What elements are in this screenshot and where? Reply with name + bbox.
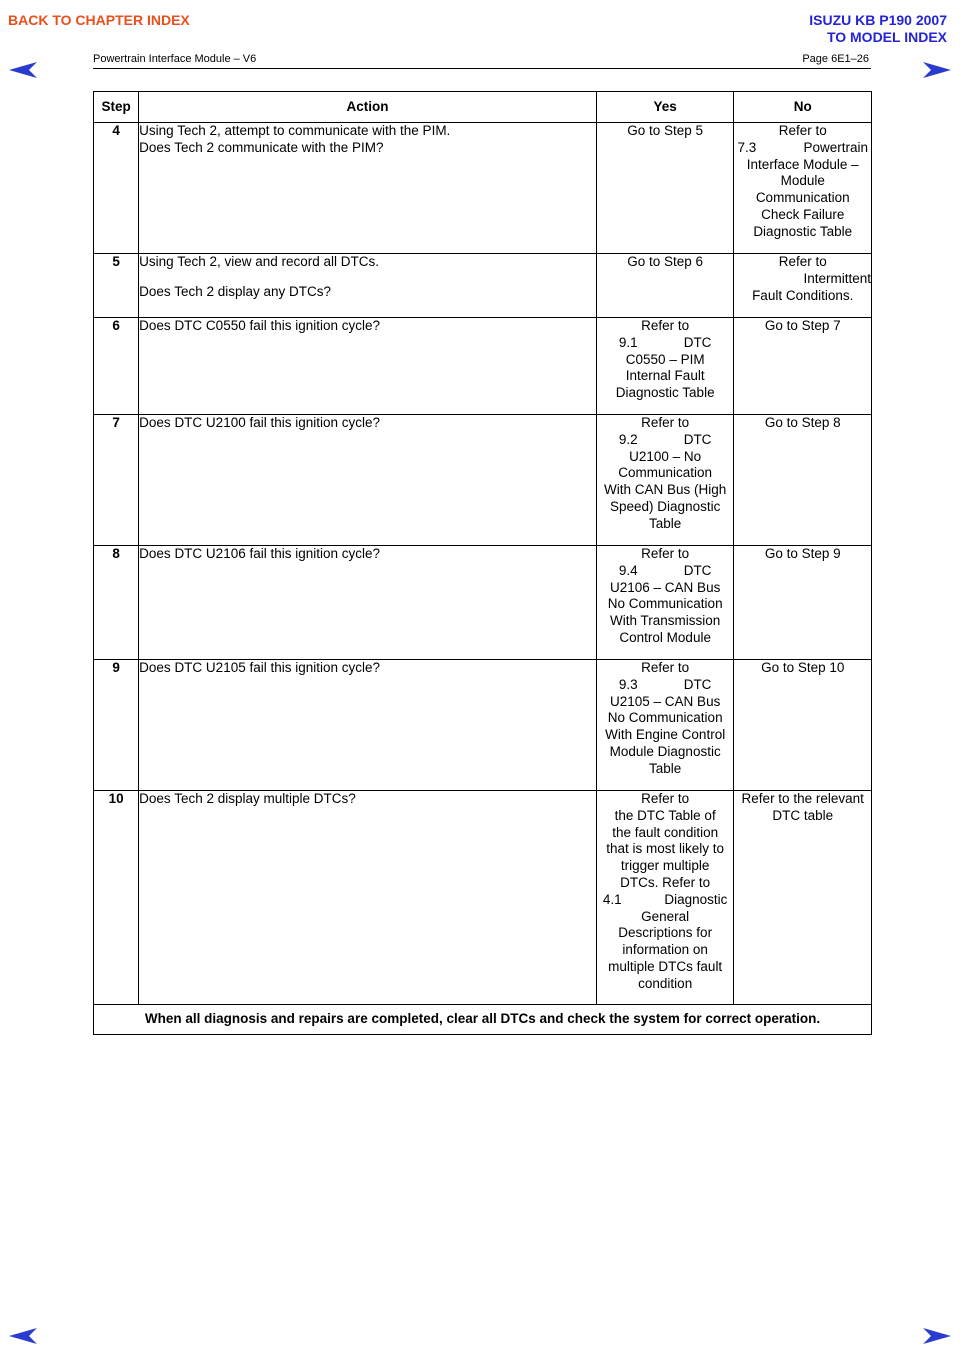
- no-line: Communication: [755, 190, 850, 206]
- yes-line: 9.2 DTC: [618, 431, 712, 447]
- yes-line: Refer to: [641, 546, 690, 561]
- yes-cell: [596, 791, 734, 1005]
- no-cell: [734, 415, 872, 546]
- yes-line: No Communication: [607, 596, 723, 612]
- step-number: 10: [94, 791, 139, 1005]
- yes-line: With CAN Bus (High: [604, 482, 727, 498]
- arrow-left-icon[interactable]: [8, 60, 38, 80]
- action-question: Does Tech 2 communicate with the PIM?: [139, 139, 384, 155]
- yes-line: 9.4 DTC: [618, 562, 712, 578]
- yes-line: Refer to: [641, 660, 690, 675]
- yes-line: condition: [638, 975, 693, 991]
- completion-note: When all diagnosis and repairs are completed, clear all DTCs and check the system for correct operation.: [94, 1005, 872, 1035]
- table-row: [94, 791, 872, 1005]
- arrow-right-icon[interactable]: [922, 60, 952, 80]
- yes-line: Internal Fault: [625, 368, 705, 384]
- yes-cell: [596, 318, 734, 415]
- no-result: Go to Step 9: [764, 546, 841, 561]
- yes-line: the fault condition: [612, 824, 719, 840]
- arrow-left-icon[interactable]: [8, 1326, 38, 1346]
- action-text: Does Tech 2 display multiple DTCs?: [139, 791, 356, 806]
- yes-line: With Transmission: [610, 613, 721, 629]
- no-line: Check Failure: [761, 206, 845, 222]
- yes-line: Diagnostic Table: [615, 385, 715, 401]
- step-number: 5: [94, 254, 139, 318]
- action-text: Using Tech 2, attempt to communicate with the PIM.: [139, 123, 451, 138]
- step-number: 8: [94, 546, 139, 660]
- yes-line: With Engine Control: [605, 727, 726, 743]
- table-header-row: [94, 92, 872, 123]
- diagnostic-table: [93, 91, 872, 1035]
- no-cell: [734, 123, 872, 254]
- page-number: Page 6E1–26: [802, 53, 869, 65]
- yes-cell: [596, 123, 734, 254]
- no-cell: [734, 254, 872, 318]
- action-cell: [139, 415, 597, 546]
- yes-line: Table: [649, 760, 682, 776]
- no-result: Go to Step 8: [764, 415, 841, 430]
- no-cell: [734, 546, 872, 660]
- no-line: Refer to: [778, 254, 827, 269]
- yes-line: 9.1 DTC: [618, 334, 712, 350]
- yes-line: U2100 – No: [629, 448, 702, 464]
- yes-cell: [596, 415, 734, 546]
- action-text: Does DTC U2100 fail this ignition cycle?: [139, 415, 381, 430]
- action-cell: [139, 254, 597, 318]
- yes-line: Refer to: [641, 791, 690, 806]
- no-result: Go to Step 7: [764, 318, 841, 333]
- action-cell: [139, 123, 597, 254]
- no-line: 7.3 Powertrain: [737, 139, 868, 155]
- no-line: Module: [780, 173, 825, 189]
- yes-line: No Communication: [607, 710, 723, 726]
- action-text: Does DTC U2106 fail this ignition cycle?: [139, 546, 381, 561]
- yes-line: Module Diagnostic: [609, 743, 721, 759]
- yes-line: Control Module: [619, 629, 711, 645]
- yes-cell: [596, 546, 734, 660]
- yes-line: Refer to: [641, 415, 690, 430]
- yes-line: Table: [649, 515, 682, 531]
- yes-line: DTCs. Refer to: [620, 874, 711, 890]
- action-cell: [139, 791, 597, 1005]
- no-cell: [734, 791, 872, 1005]
- model-index-line2: TO MODEL INDEX: [826, 29, 947, 45]
- action-question: Does Tech 2 display any DTCs?: [139, 283, 332, 299]
- model-index-line1: ISUZU KB P190 2007: [809, 12, 947, 28]
- step-number: 6: [94, 318, 139, 415]
- header-yes: Yes: [596, 92, 734, 123]
- table-row: [94, 123, 872, 254]
- no-cell: [734, 660, 872, 791]
- step-number: 4: [94, 123, 139, 254]
- header-action: Action: [139, 92, 597, 123]
- no-line: Interface Module –: [746, 156, 859, 172]
- yes-result: Go to Step 5: [627, 123, 704, 138]
- yes-cell: [596, 254, 734, 318]
- step-number: 7: [94, 415, 139, 546]
- yes-line: Refer to: [641, 318, 690, 333]
- action-text: Using Tech 2, view and record all DTCs.: [139, 254, 380, 269]
- yes-line: trigger multiple: [620, 858, 710, 874]
- yes-line: information on: [622, 942, 708, 958]
- no-line: Diagnostic Table: [753, 223, 853, 239]
- table-row: [94, 254, 872, 318]
- step-number: 9: [94, 660, 139, 791]
- yes-line: U2105 – CAN Bus: [610, 693, 721, 709]
- back-to-chapter-index-link[interactable]: BACK TO CHAPTER INDEX: [8, 12, 190, 28]
- no-line: Fault Conditions.: [752, 287, 854, 303]
- action-cell: [139, 546, 597, 660]
- no-line: Refer to: [778, 123, 827, 138]
- no-line: Refer to the relevant: [741, 791, 864, 806]
- table-row: [94, 660, 872, 791]
- action-cell: [139, 318, 597, 415]
- yes-line: 9.3 DTC: [618, 676, 712, 692]
- yes-line: General: [641, 908, 690, 924]
- yes-result: Go to Step 6: [627, 254, 704, 269]
- table-row: [94, 415, 872, 546]
- yes-line: C0550 – PIM: [625, 351, 705, 367]
- no-result: Go to Step 10: [761, 660, 845, 675]
- yes-line: that is most likely to: [606, 841, 725, 857]
- table-footer-row: [94, 1005, 872, 1035]
- header-no: No: [734, 92, 872, 123]
- yes-line: multiple DTCs fault: [608, 958, 723, 974]
- document-title: Powertrain Interface Module – V6: [93, 53, 257, 65]
- no-line: DTC table: [772, 807, 834, 823]
- model-index-link[interactable]: [809, 12, 947, 46]
- yes-line: Communication: [618, 465, 713, 481]
- yes-line: U2106 – CAN Bus: [610, 579, 721, 595]
- header-step: Step: [94, 92, 139, 123]
- header-divider: [93, 68, 871, 69]
- action-text: Does DTC U2105 fail this ignition cycle?: [139, 660, 381, 675]
- yes-line: Descriptions for: [618, 925, 713, 941]
- yes-line: 4.1 Diagnostic: [602, 891, 728, 907]
- action-text: Does DTC C0550 fail this ignition cycle?: [139, 318, 381, 333]
- yes-line: the DTC Table of: [614, 807, 716, 823]
- yes-line: Speed) Diagnostic: [610, 498, 721, 514]
- action-cell: [139, 660, 597, 791]
- no-cell: [734, 318, 872, 415]
- table-row: [94, 546, 872, 660]
- no-line: Intermittent: [803, 270, 871, 286]
- arrow-right-icon[interactable]: [922, 1326, 952, 1346]
- table-row: [94, 318, 872, 415]
- yes-cell: [596, 660, 734, 791]
